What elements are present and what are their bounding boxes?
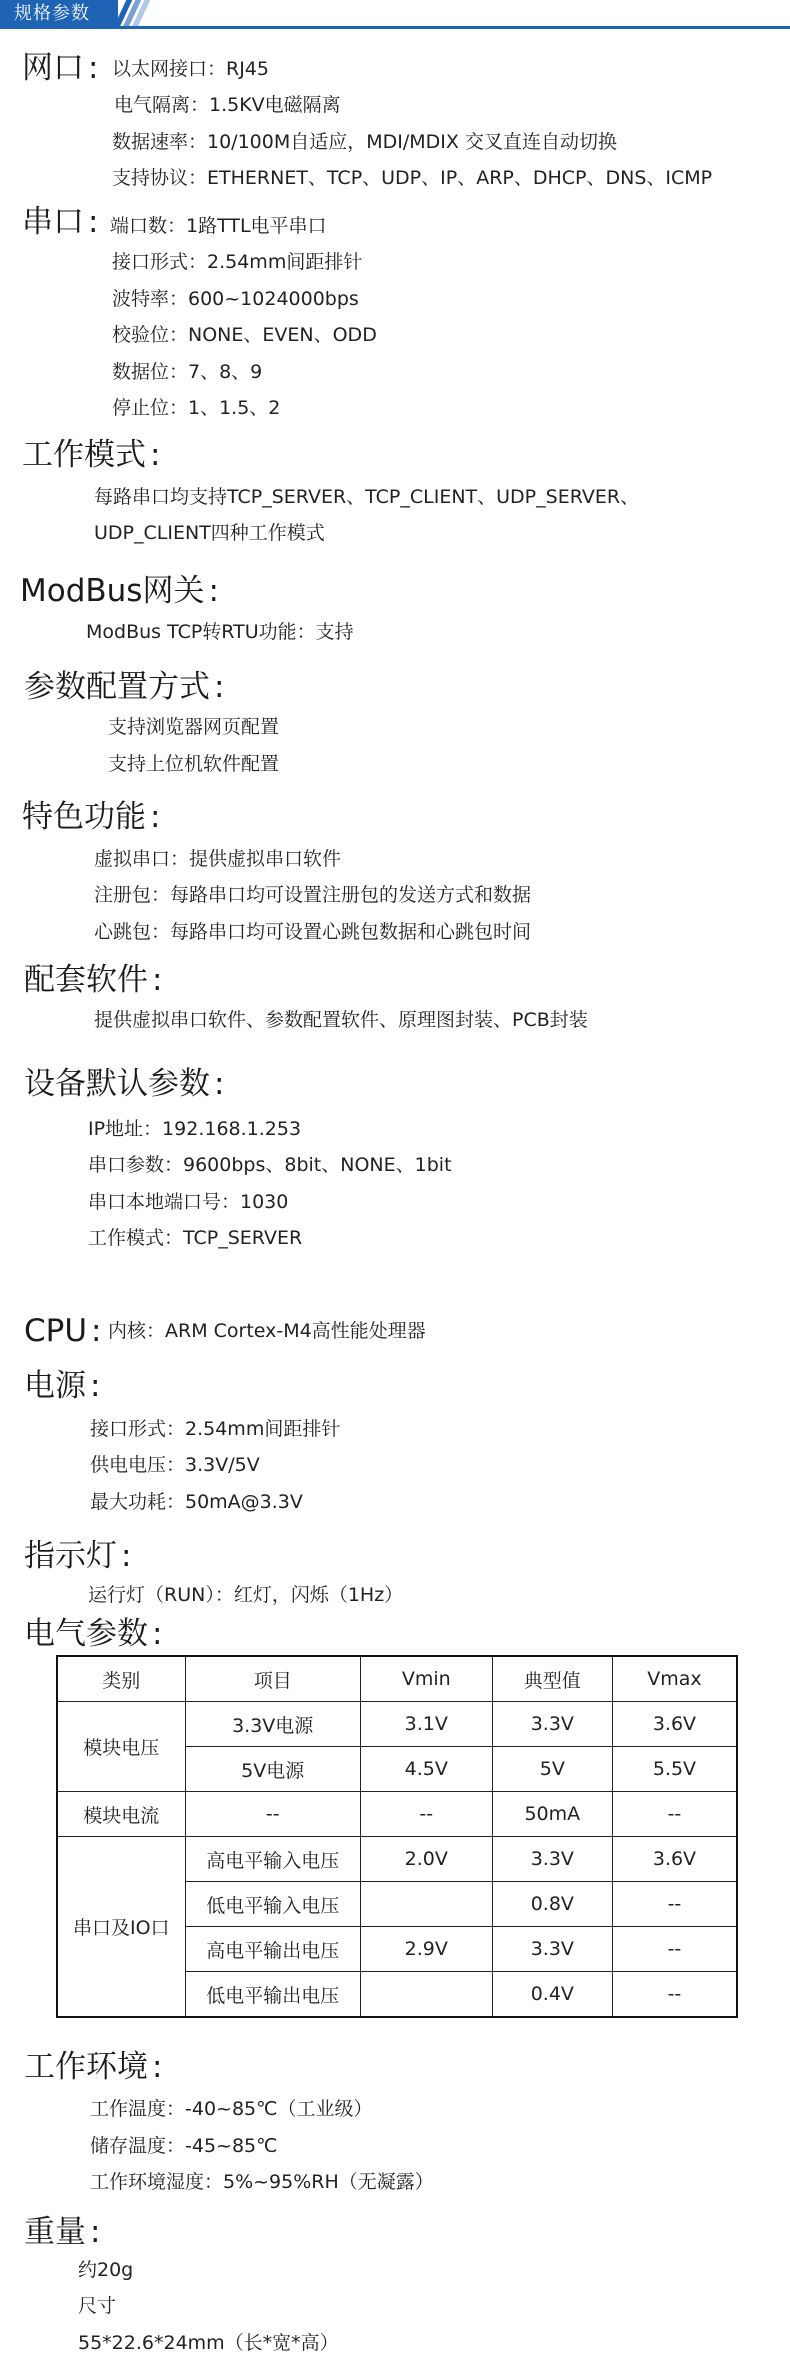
table-cell: 2.0V	[360, 1837, 492, 1882]
table-cell: 3.3V电源	[185, 1702, 360, 1747]
table-cell: 高电平输入电压	[185, 1837, 360, 1882]
spec-line: 支持浏览器网页配置	[108, 716, 280, 738]
table-cell: 3.6V	[612, 1702, 737, 1747]
spec-line: 心跳包：每路串口均可设置心跳包数据和心跳包时间	[94, 921, 532, 943]
spec-line: 尺寸	[78, 2295, 117, 2317]
table-group-cell: 模块电流	[57, 1792, 185, 1837]
spec-line: 以太网接口：RJ45	[112, 58, 269, 80]
table-header-cell: 类别	[57, 1656, 185, 1702]
table-cell: 4.5V	[360, 1747, 492, 1792]
section-heading: 串口 :	[22, 204, 99, 240]
spec-line: UDP_CLIENT四种工作模式	[94, 522, 325, 544]
table-group-cell: 模块电压	[57, 1702, 185, 1792]
table-cell: 5.5V	[612, 1747, 737, 1792]
spec-line: 数据位：7、8、9	[112, 361, 263, 383]
spec-line: 工作环境湿度：5%~95%RH（无凝露）	[90, 2171, 434, 2193]
table-header-cell: 项目	[185, 1656, 360, 1702]
table-cell: --	[185, 1792, 360, 1837]
table-cell: 50mA	[492, 1792, 612, 1837]
spec-line: 供电电压：3.3V/5V	[90, 1454, 260, 1476]
table-header-cell: 典型值	[492, 1656, 612, 1702]
spec-line: 串口参数：9600bps、8bit、NONE、1bit	[88, 1154, 452, 1176]
table-cell	[360, 1882, 492, 1927]
spec-line: 注册包：每路串口均可设置注册包的发送方式和数据	[94, 884, 532, 906]
spec-line: 每路串口均支持TCP_SERVER、TCP_CLIENT、UDP_SERVER、	[94, 486, 640, 508]
table-cell	[360, 1972, 492, 2018]
section-heading: 配套软件 :	[24, 962, 163, 998]
section-heading: 电气参数 :	[24, 1616, 163, 1652]
table-cell: 2.9V	[360, 1927, 492, 1972]
spec-line: 校验位：NONE、EVEN、ODD	[112, 324, 377, 346]
spec-line: 端口数：1路TTL电平串口	[110, 215, 327, 237]
spec-line: 工作温度：-40~85℃（工业级）	[90, 2098, 373, 2120]
table-cell: --	[612, 1927, 737, 1972]
section-heading: 重量 :	[24, 2214, 101, 2250]
table-cell: 3.6V	[612, 1837, 737, 1882]
spec-line: 串口本地端口号：1030	[88, 1191, 289, 1213]
spec-line: 停止位：1、1.5、2	[112, 397, 281, 419]
spec-line: 约20g	[78, 2259, 134, 2281]
spec-line: 运行灯（RUN）：红灯，闪烁（1Hz）	[88, 1584, 404, 1606]
table-row	[57, 1837, 737, 1882]
table-group-cell: 串口及IO口	[57, 1837, 185, 2018]
spec-line: IP地址：192.168.1.253	[88, 1118, 302, 1140]
table-cell: --	[612, 1882, 737, 1927]
section-heading: CPU :	[24, 1313, 102, 1349]
spec-line: 储存温度：-45~85℃	[90, 2135, 278, 2157]
section-heading: 网口 :	[22, 50, 99, 86]
section-heading: 设备默认参数 :	[24, 1066, 225, 1102]
spec-line: ModBus TCP转RTU功能：支持	[86, 621, 354, 643]
spec-line: 接口形式：2.54mm间距排针	[112, 251, 363, 273]
table-cell: 5V电源	[185, 1747, 360, 1792]
table-cell: 3.3V	[492, 1837, 612, 1882]
spec-line: 电气隔离：1.5KV电磁隔离	[114, 94, 341, 116]
spec-line: 虚拟串口：提供虚拟串口软件	[94, 848, 342, 870]
table-cell: 低电平输入电压	[185, 1882, 360, 1927]
section-heading: 指示灯 :	[24, 1538, 132, 1574]
table-header-row	[57, 1656, 737, 1702]
table-cell: 高电平输出电压	[185, 1927, 360, 1972]
section-heading: 电源 :	[24, 1368, 101, 1404]
section-heading: ModBus网关 :	[20, 573, 219, 609]
header-banner	[0, 0, 790, 30]
table-cell: 0.8V	[492, 1882, 612, 1927]
spec-line: 内核：ARM Cortex-M4高性能处理器	[108, 1320, 426, 1342]
table-cell: 3.1V	[360, 1702, 492, 1747]
table-row	[57, 1792, 737, 1837]
section-heading: 特色功能 :	[22, 799, 161, 835]
spec-line: 支持上位机软件配置	[108, 753, 280, 775]
spec-line: 最大功耗：50mA@3.3V	[90, 1491, 303, 1513]
table-cell: 3.3V	[492, 1702, 612, 1747]
spec-line: 波特率：600~1024000bps	[112, 288, 359, 310]
table-cell: --	[612, 1792, 737, 1837]
spec-line: 提供虚拟串口软件、参数配置软件、原理图封装、PCB封装	[94, 1009, 588, 1031]
section-heading: 工作模式 :	[22, 437, 161, 473]
table-cell: 3.3V	[492, 1927, 612, 1972]
table-header-cell: Vmin	[360, 1656, 492, 1702]
page-title: 规格参数	[14, 3, 90, 24]
spec-line: 数据速率：10/100M自适应，MDI/MDIX 交叉直连自动切换	[112, 131, 617, 153]
section-heading: 参数配置方式 :	[24, 669, 225, 705]
table-cell: --	[360, 1792, 492, 1837]
spec-line: 接口形式：2.54mm间距排针	[90, 1418, 341, 1440]
table-cell: 低电平输出电压	[185, 1972, 360, 2018]
header-underline	[0, 26, 790, 29]
table-header-cell: Vmax	[612, 1656, 737, 1702]
electrical-spec-table	[56, 1655, 738, 2018]
section-heading: 工作环境 :	[24, 2049, 163, 2085]
table-cell: 5V	[492, 1747, 612, 1792]
spec-line: 支持协议：ETHERNET、TCP、UDP、IP、ARP、DHCP、DNS、ICMP	[112, 167, 713, 189]
table-cell: 0.4V	[492, 1972, 612, 2018]
table-cell: --	[612, 1972, 737, 2018]
spec-line: 55*22.6*24mm（长*宽*高）	[78, 2332, 339, 2354]
spec-line: 工作模式：TCP_SERVER	[88, 1227, 303, 1249]
table-row	[57, 1702, 737, 1747]
